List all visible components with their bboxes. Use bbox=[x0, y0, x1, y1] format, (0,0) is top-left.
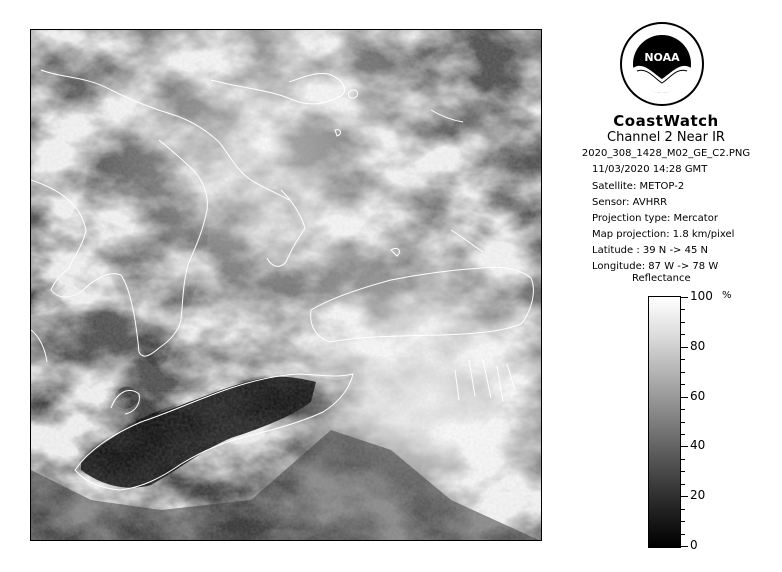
colorbar-tick bbox=[681, 484, 685, 485]
meta-satellite: Satellite: METOP-2 bbox=[592, 181, 685, 192]
colorbar-label: Reflectance bbox=[632, 273, 691, 284]
colorbar-tick bbox=[681, 372, 685, 373]
image-grain bbox=[31, 30, 542, 541]
meta-latitude: Latitude : 39 N -> 45 N bbox=[592, 245, 708, 256]
noaa-logo-icon bbox=[619, 21, 705, 107]
colorbar-tick bbox=[681, 434, 685, 435]
colorbar-tick bbox=[681, 459, 685, 460]
colorbar-tick bbox=[681, 409, 685, 410]
colorbar-tick bbox=[681, 471, 685, 472]
colorbar-tick bbox=[681, 509, 685, 510]
colorbar-tick-label: 80 bbox=[690, 338, 706, 353]
meta-longitude: Longitude: 87 W -> 78 W bbox=[592, 261, 719, 272]
noaa-logo bbox=[619, 21, 705, 107]
meta-sensor: Sensor: AVHRR bbox=[592, 197, 668, 208]
colorbar-tick bbox=[681, 309, 685, 310]
noaa-logo-text: NOAA bbox=[644, 51, 680, 64]
app-title: CoastWatch bbox=[613, 112, 719, 130]
colorbar-tick bbox=[681, 297, 688, 298]
colorbar-tick bbox=[681, 322, 685, 323]
colorbar-tick bbox=[681, 384, 685, 385]
colorbar-tick bbox=[681, 359, 685, 360]
colorbar-tick bbox=[681, 546, 688, 547]
meta-projection-type: Projection type: Mercator bbox=[592, 213, 718, 224]
satellite-map-svg bbox=[31, 30, 542, 541]
colorbar-tick bbox=[681, 496, 688, 497]
colorbar bbox=[648, 296, 681, 548]
colorbar-tick bbox=[681, 422, 685, 423]
colorbar-tick-label: 40 bbox=[690, 438, 706, 453]
colorbar-tick bbox=[681, 521, 685, 522]
file-name: 2020_308_1428_M02_GE_C2.PNG bbox=[581, 148, 751, 159]
colorbar-tick-label: 100 bbox=[690, 289, 713, 303]
colorbar-tick bbox=[681, 534, 685, 535]
colorbar-tick bbox=[681, 334, 685, 335]
meta-datetime: 11/03/2020 14:28 GMT bbox=[592, 164, 708, 175]
colorbar-tick bbox=[681, 347, 688, 348]
colorbar-unit: % bbox=[722, 290, 732, 301]
channel-subtitle: Channel 2 Near IR bbox=[607, 130, 725, 145]
colorbar-tick bbox=[681, 397, 688, 398]
colorbar-tick-label: 0 bbox=[690, 538, 698, 552]
meta-map-projection: Map projection: 1.8 km/pixel bbox=[592, 229, 735, 240]
colorbar-tick bbox=[681, 446, 688, 447]
satellite-image bbox=[30, 29, 542, 541]
colorbar-tick-label: 60 bbox=[690, 388, 706, 403]
colorbar-tick-label: 20 bbox=[690, 488, 706, 503]
